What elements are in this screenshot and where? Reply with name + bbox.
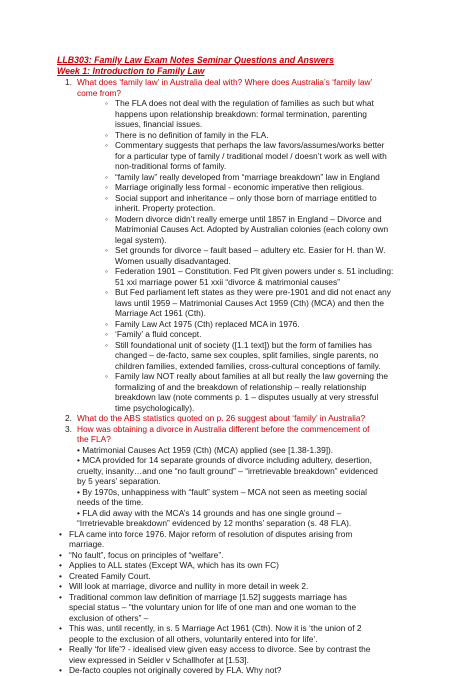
text-line: formalizing of and the breakdown of relationship – really relationship [115,381,367,392]
text-line: special status – “the voluntary union for life of one man and one woman to the [69,602,357,612]
text-line: view expressed in Seidler v Schallhofer at [1.53]. [69,654,249,665]
text-line: issues, financial issues. [115,119,203,129]
sub-bullet-item [57,172,434,183]
text-line: laws until 1959 – Matrimonial Causes Act 1959 (Cth) (MCA) and then the [115,297,384,308]
text-line: “family law” really developed from “marriage breakdown” law in England [115,171,380,182]
bullet-item [57,644,434,665]
text-line: Modern divorce didn’t really emerge until 1857 in England – Divorce and [115,213,382,224]
bullet-icon: • [59,528,62,539]
text-line: Set grounds for divorce – fault based – adultery etc. Easier for H. than W. [115,245,386,255]
text-line: Family law NOT really about families at all but really the law governing the [115,371,388,381]
text-line: needs of the time. [77,497,144,507]
text-line: exclusion of others” – [69,612,149,623]
main-bullet-list [57,529,434,676]
answer-paragraph [57,508,434,529]
sub-bullet-item [57,319,434,330]
text-line: non-traditional forms of family. [115,161,227,171]
sub-bullet-item [57,340,434,372]
text-line: inherit. Property protection. [115,203,216,213]
question-number: 1. [65,77,72,87]
text-line: Commentary suggests that perhaps the law favors/assumes/works better [115,140,385,150]
sub-bullet-item [57,130,434,141]
week-heading: Week 1: Introduction to Family Law [57,66,205,76]
question-1 [57,77,434,98]
text-line: children families, extended families, cross-cultural conceptions of family. [115,360,381,371]
question-3-answer [57,445,434,529]
sub-bullet-item [57,245,434,266]
bullet-icon: • [59,623,62,633]
bullet-icon: • [59,549,62,560]
text-line: Social support and inheritance – only those born of marriage entitled to [115,192,377,203]
text-line: cruelty, insanity…and one “no fault ground” – “irretrievable breakdown” evidenced [77,465,378,476]
bullet-icon: ◦ [105,98,108,108]
text-line: This was, until recently, in s. 5 Marriage Act 1961 (Cth). Now it is ‘the union of 2 [69,623,362,633]
question-line: What do the ABS statistics quoted on p. 26 suggest about ‘family’ in Australia? [77,413,366,423]
bullet-icon: • [59,570,62,581]
sub-bullet-item [57,371,434,413]
bullet-item [57,571,434,582]
question-line: What does ‘family law’ in Australia deal with? Where does Australia’s ‘family law’ [77,77,373,87]
question-line: come from? [77,87,122,98]
text-line: happens upon relationship breakdown: formal termination, parenting [115,108,367,119]
text-line: “No fault”, focus on principles of “welfare”. [69,549,224,560]
text-line: ‘Family’ a fluid concept. [115,329,202,339]
bullet-icon: ◦ [105,245,108,255]
bullet-icon: ◦ [105,339,108,350]
bullet-icon: ◦ [105,329,108,339]
sub-bullet-item [57,329,434,340]
bullet-item [57,665,434,676]
text-line: “Irretrievable breakdown” evidenced by 12 months’ separation (s. 48 FLA). [77,518,352,528]
document-title: LLB303: Family Law Exam Notes Seminar Questions and Answers [57,55,334,65]
text-line: Marriage originally less formal - economic imperative then religious. [115,182,365,192]
bullet-icon: • [59,591,62,602]
sub-bullet-item [57,140,434,172]
text-line: But Fed parliament left states as they were pre-1901 and did not enact any [115,287,391,297]
bullet-icon: • [59,665,62,675]
text-line: for a particular type of family / traditional model / doesn’t work as well with [115,150,387,161]
bullet-icon: ◦ [105,266,108,276]
text-line: by 5 years’ separation. [77,476,161,486]
bullet-item [57,560,434,571]
bullet-icon: ◦ [105,129,108,140]
bullet-icon: ◦ [105,213,108,224]
bullet-icon: ◦ [105,171,108,182]
text-line: Federation 1901 – Constitution. Fed Plt given powers under s. 51 including: [115,266,394,276]
bullet-icon: ◦ [105,371,108,381]
bullet-item [57,592,434,624]
sub-bullet-item [57,182,434,193]
text-line: Really ‘for life’? - idealised view given easy access to divorce. See by contrast the [69,644,371,654]
bullet-icon: ◦ [105,287,108,297]
bullet-item [57,550,434,561]
text-line: Will look at marriage, divorce and nullity in more detail in week 2. [69,581,309,591]
question-line: the FLA? [77,434,111,444]
bullet-item [57,529,434,550]
text-line: Marriage Act 1961 (Cth). [115,308,206,318]
text-line: people to the exclusion of all others, voluntarily entered into for life’. [69,633,318,644]
bullet-item [57,581,434,592]
text-line: Still foundational unit of society ([1.1 text]) but the form of families has [115,339,372,350]
text-line: Applies to ALL states (Except WA, which has its own FC) [69,560,279,570]
text-line: • FLA did away with the MCA’s 14 grounds and has one single ground – [77,507,342,518]
bullet-icon: ◦ [105,140,108,150]
bullet-icon: ◦ [105,182,108,192]
answer-paragraph [57,455,434,487]
question-number: 3. [65,423,72,434]
text-line: time psychologically). [115,402,195,413]
answer-paragraph [57,487,434,508]
text-line: De-facto couples not originally covered by FLA. Why not? [69,665,282,675]
text-line: Matrimonial Causes Act. Adopted by Australian colonies (each colony own [115,224,389,234]
question-number: 2. [65,413,72,423]
sub-bullet-item [57,193,434,214]
question-2 [57,413,434,424]
sub-bullet-item [57,98,434,130]
bullet-item [57,623,434,644]
bullet-icon: • [59,644,62,654]
text-line: • By 1970s, unhappiness with “fault” system – MCA not seen as meeting social [77,486,367,497]
question-line: How was obtaining a divorce in Australia different before the commencement of [77,423,370,434]
text-line: breakdown law (note comments p. 1 – disputes usually at very stressful [115,392,379,402]
question-1-answer-list [57,98,434,413]
sub-bullet-item [57,266,434,287]
text-line: FLA came into force 1976. Major reform of resolution of disputes arising from [69,528,353,539]
answer-paragraph [57,445,434,456]
text-line: • Matrimonial Causes Act 1959 (Cth) (MCA) applied (see [1.38-1.39]). [77,444,334,455]
bullet-icon: • [59,581,62,591]
bullet-icon: ◦ [105,192,108,203]
text-line: Family Law Act 1975 (Cth) replaced MCA in 1976. [115,318,300,329]
sub-bullet-item [57,287,434,319]
text-line: 51 xxi marriage power 51 xxii “divorce & matrimonial causes” [115,276,340,287]
text-line: changed – de-facto, same sex couples, split families, single parents, no [115,350,379,360]
text-line: • MCA provided for 14 separate grounds of divorce including adultery, desertion, [77,455,372,465]
text-line: Traditional common law definition of marriage [1.52] suggests marriage has [69,591,347,602]
text-line: legal system). [115,234,167,245]
question-3 [57,424,434,445]
sub-bullet-item [57,214,434,246]
text-line: Women usually disadvantaged. [115,255,231,266]
text-line: marriage. [69,539,105,549]
text-line: There is no definition of family in the FLA. [115,129,269,140]
bullet-icon: • [59,560,62,570]
text-line: The FLA does not deal with the regulation of families as such but what [115,98,374,108]
text-line: Created Family Court. [69,570,151,581]
bullet-icon: ◦ [105,318,108,329]
